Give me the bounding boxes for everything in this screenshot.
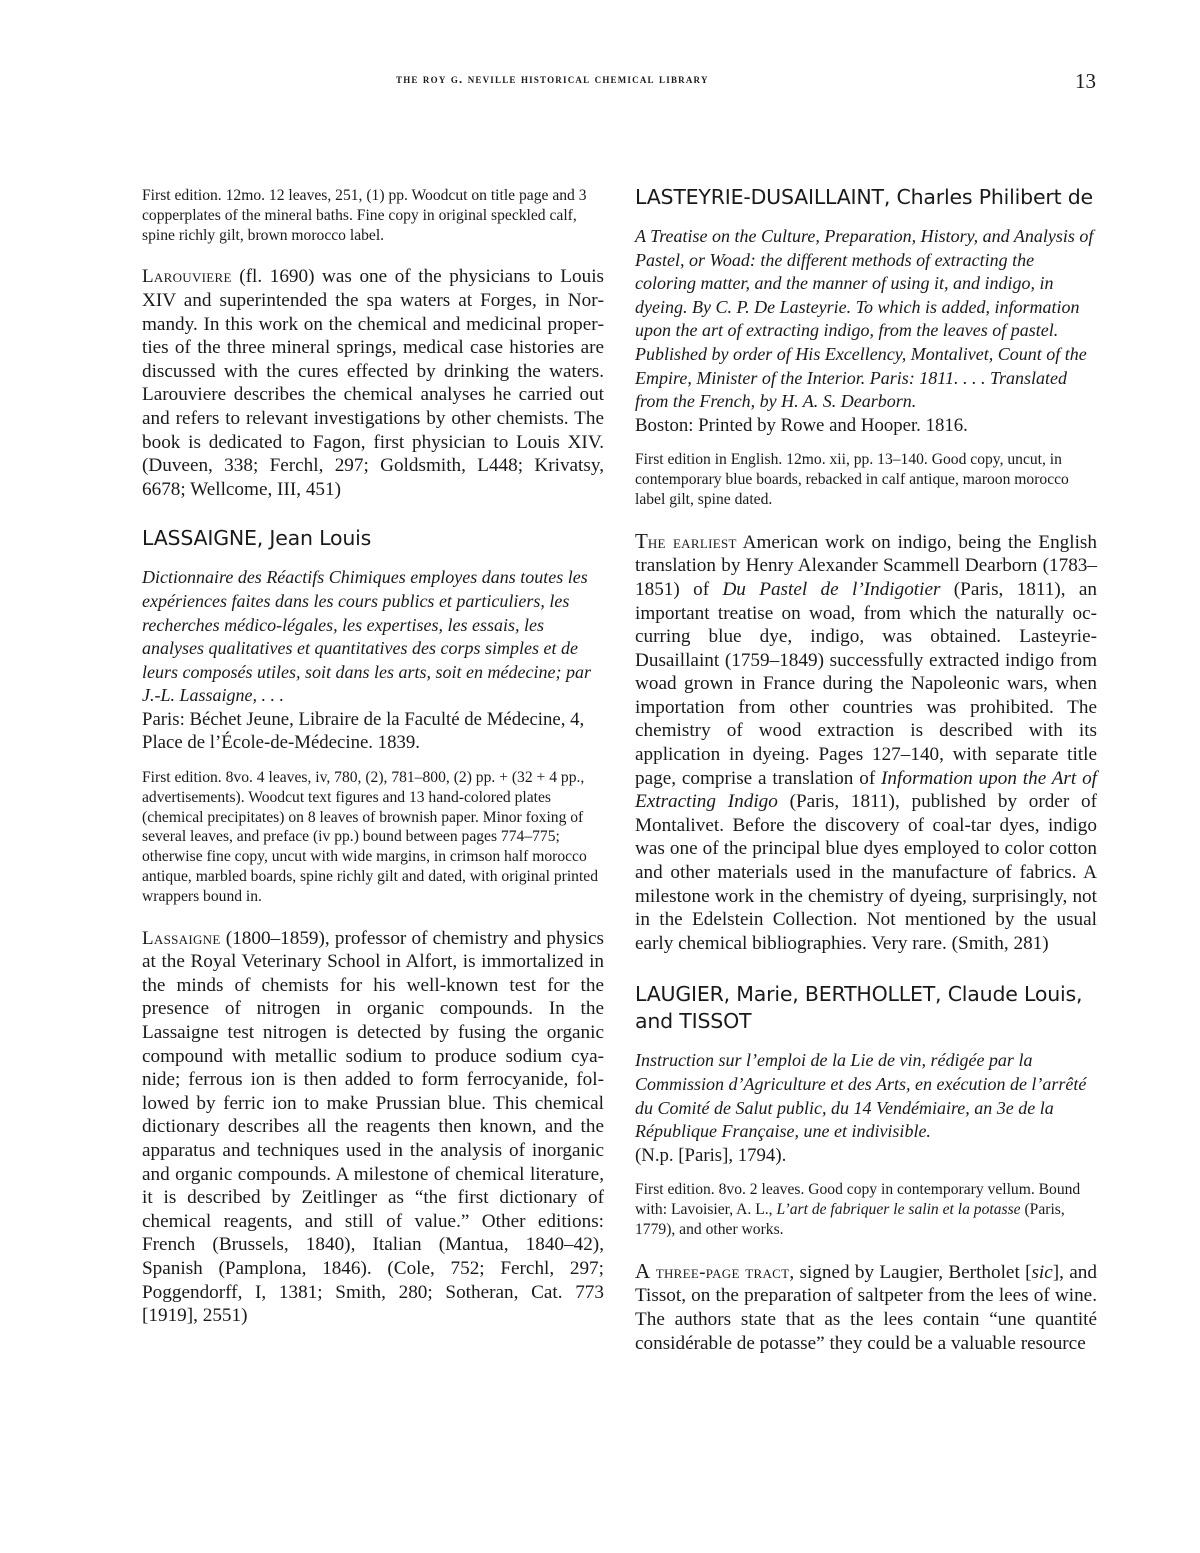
commentary-text: (1800–1859), professor of chemistry and physics at the Royal Veterinary School in Alfort, is immortalized in the minds of chemists for his well-known test for the presence of nitrogen in organic compounds. In the Lassaigne test nitrogen is detected by fusing the organic compound with metallic sodium to produce sodium cyanide; ferrous ion is then added to form ferrocyanide, followed by ferric ion to make Prussian blue. This chemical dictionary describes all the reagents then known, and the apparatus and techniques used in the analysis of inorganic and organic compounds. A milestone of chemical literature, it is described by Zeitlinger as “the first dictionary of chemical reagents, and still of value.” Other editions: French (Brussels, 1840), Italian (Mantua, 1840–42), Spanish (Pamplona, 1846). (Cole, 752; Ferchl, 297; Poggendorff, I, 1381; Smith, 280; Sotheran, Cat. 773 [1919], 2551) xyxy=(142,927,604,1327)
lead-smallcaps: three-page tract xyxy=(650,1261,790,1283)
commentary-text: , signed by Laugier, Bertholet [ xyxy=(789,1261,1032,1283)
imprint: (N.p. [Paris], 1794). xyxy=(635,1144,787,1166)
entry-heading: LASTEYRIE-DUSAILLAINT, Charles Philibert de xyxy=(635,185,1093,209)
commentary-paragraph xyxy=(635,530,1097,956)
lead-name: Lassaigne xyxy=(142,927,221,949)
book-title: Instruction sur l’emploi de la Lie de vin, rédigée par la Commission d’Agriculture et des Arts, en exécution de l’arrêté du Comité de Salut public, du 14 Vendémiaire, an 3e de la République Française, une et indivisible. xyxy=(635,1050,1087,1142)
running-head xyxy=(396,70,1096,94)
commentary-text: American work on indigo, being the English translation by Henry Alexander Scammell Dearborn (1783–1851) of xyxy=(635,531,1097,600)
book-title: A Treatise on the Culture, Preparation, History, and Analysis of Pastel, or Woad: the different methods of extracting the coloring matter, and the manner of using it, and indigo, in dyeing. By C. P. De Lasteyrie. To which is added, information upon the art of extracting indigo, from the leaves of pastel. Published by order of His Excellency, Montalivet, Count of the Empire, Minister of the Interior. Paris: 1811. . . . Translated from the French, by H. A. S. Dearborn. xyxy=(635,226,1094,412)
commentary-paragraph xyxy=(635,1260,1097,1355)
cited-title: Du Pastel de l’Indigotier xyxy=(722,578,941,600)
commentary-text: ], and Tissot, on the preparation of saltpeter from the lees of wine. The authors state that as the lees contain “une quantité considérable de potasse” they could be a valuable resource xyxy=(635,1261,1097,1354)
imprint: Paris: Béchet Jeune, Libraire de la Faculté de Médecine, 4, Place de l’École-de-Médecine. 1839. xyxy=(142,708,585,754)
running-title: the roy g. neville historical chemical library xyxy=(396,72,709,86)
sic-marker: sic xyxy=(1031,1261,1053,1283)
bibliographic-title xyxy=(635,1049,1097,1167)
physical-description xyxy=(635,1180,1097,1239)
cited-title: L’art de fabriquer le salin et la potasse xyxy=(776,1201,1021,1219)
lead-name: Larouviere xyxy=(142,266,232,288)
commentary-paragraph xyxy=(142,927,604,1328)
imprint: Boston: Printed by Rowe and Hooper. 1816. xyxy=(635,414,968,436)
note-text: First edition. 8vo. 2 leaves. Good copy in contemporary vellum. Bound with: Lavoisier, A. L., xyxy=(635,1181,1081,1219)
page-number: 13 xyxy=(1075,69,1096,93)
commentary-paragraph xyxy=(142,265,604,501)
physical-description: First edition in English. 12mo. xii, pp. 13–140. Good copy, uncut, in contemporary blue boards, rebacked in calf antique, maroon morocco label gilt, spine dated. xyxy=(635,451,1069,508)
commentary-text: (Paris, 1811), published by order of Montalivet. Before the discovery of coal-tar dyes, indigo was one of the principal blue dyes employed to color cotton and other materials used in the manufacture of fabrics. A milestone work in the chemistry of dyeing, surprisingly, not in the Edelstein Collection. Not mentioned by the usual early chemical bibliographies. Very rare. (Smith, 281) xyxy=(635,791,1097,954)
entry-heading: LASSAIGNE, Jean Louis xyxy=(142,526,372,551)
cited-title: Information upon the Art of Extracting Indigo xyxy=(635,767,1097,813)
lead-smallcaps: he earliest xyxy=(647,531,737,553)
commentary-text: (fl. 1690) was one of the physicians to Louis XIV and superintended the spa waters at Forges, in Normandy. In this work on the chemical and medicinal properties of the three mineral springs, medical case histories are discussed with the cures effected by drinking the waters. Larouviere describes the chemical analyses he carried out and refers to relevant investigations by other chemists. The book is dedicated to Fagon, first physician to Louis XIV. (Duveen, 338; Ferchl, 297; Goldsmith, L448; Krivatsy, 6678; Wellcome, III, 451) xyxy=(142,266,604,500)
note-text: (Paris, 1779), and other works. xyxy=(635,1201,1065,1238)
left-column xyxy=(142,186,604,1352)
bibliographic-title xyxy=(142,566,604,755)
physical-description: First edition. 8vo. 4 leaves, iv, 780, (2), 781–800, (2) pp. + (32 + 4 pp., advertisements). Woodcut text figures and 13 hand-colored plates (chemical precipitates) on 8 leaves of brownish paper. Minor foxing of several leaves, and preface (iv pp.) bound between pages 774–775; otherwise fine copy, uncut with wide margins, in crimson half morocco antique, marbled boards, spine richly gilt and dated, with original printed wrappers bound in. xyxy=(142,769,599,905)
lead-capital: A xyxy=(635,1258,651,1283)
book-title: Dictionnaire des Réactifs Chimiques employes dans toutes les expériences faites dans les cours publics et particuliers, les recherches médico-légales, les expertises, les essais, les analyses qualitatives et quantitatives des corps simples et de leurs composés utiles, soit dans les arts, soit en médecine; par J.-L. Lassaigne, . . . xyxy=(142,567,591,706)
physical-description: First edition. 12mo. 12 leaves, 251, (1) pp. Woodcut on title page and 3 copperplates of the mineral baths. Fine copy in original speckled calf, spine richly gilt, brown morocco label. xyxy=(142,187,587,244)
lead-capital: T xyxy=(635,528,648,553)
entry-heading: LAUGIER, Marie, BERTHOLLET, Claude Louis, and TISSOT xyxy=(635,982,1083,1034)
commentary-text: (Paris, 1811), an important treatise on woad, from which the naturally occurring blue dye, indigo, was obtained. Lasteyrie-Dusaillaint (1759–1849) successfully extracted indigo from woad grown in France during the Napoleonic wars, when importation from other countries was prohibited. The chemistry of wood extraction is described with its application in dyeing. Pages 127–140, with separate title page, comprise a translation of xyxy=(635,578,1097,789)
bibliographic-title xyxy=(635,225,1097,437)
right-column xyxy=(635,184,1097,1379)
